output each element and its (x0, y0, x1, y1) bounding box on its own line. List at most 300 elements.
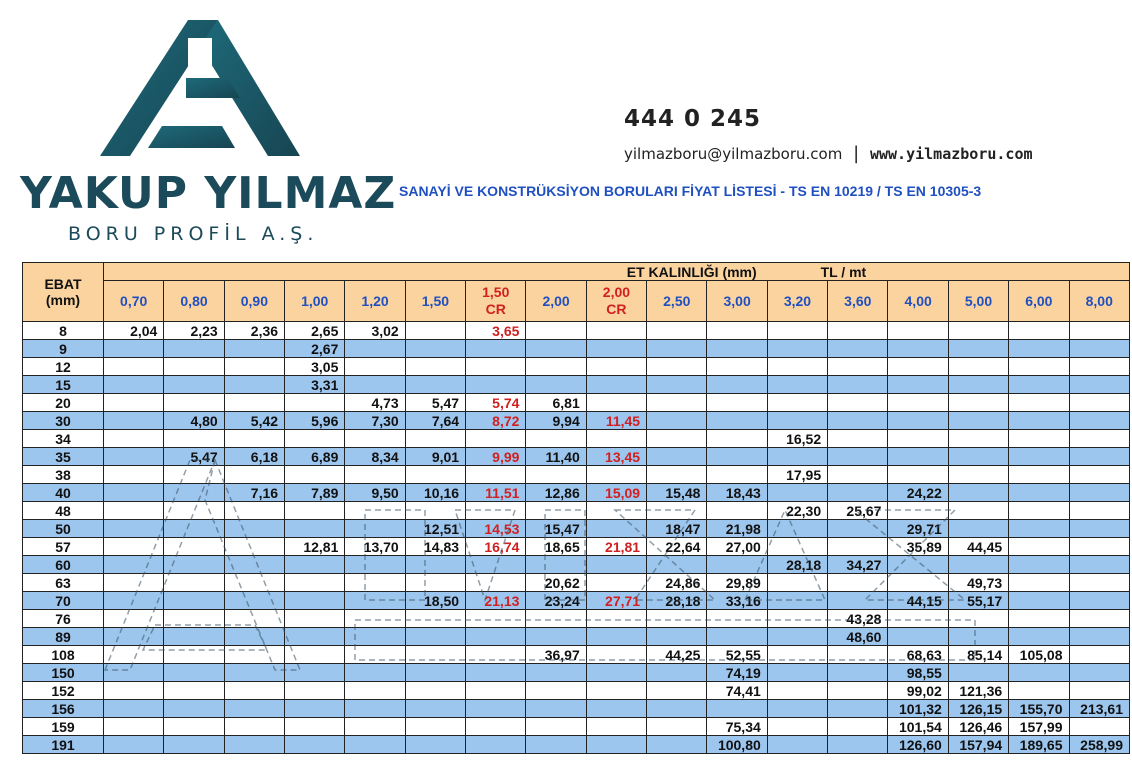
price-cell (224, 628, 284, 646)
price-cell (1069, 394, 1130, 412)
price-cell (1069, 646, 1130, 664)
table-row (23, 628, 1130, 646)
price-cell (948, 520, 1008, 538)
price-cell: 11,40 (526, 448, 586, 466)
price-cell (1069, 556, 1130, 574)
thickness-col-7 (526, 281, 586, 322)
ebat-cell: 50 (23, 520, 104, 538)
price-cell: 6,81 (526, 394, 586, 412)
contact-separator: | (853, 143, 860, 164)
price-cell (285, 646, 345, 664)
price-cell (164, 556, 224, 574)
price-cell: 15,09 (586, 484, 646, 502)
price-cell (586, 322, 646, 340)
price-cell (466, 646, 526, 664)
price-cell: 20,62 (526, 574, 586, 592)
price-list-title: SANAYİ VE KONSTRÜKSİYON BORULARI FİYAT LİSTESİ - TS EN 10219 / TS EN 10305-3 (399, 183, 982, 199)
price-cell (285, 682, 345, 700)
price-cell: 33,16 (707, 592, 767, 610)
price-cell (285, 610, 345, 628)
price-cell (1009, 574, 1069, 592)
ebat-cell: 40 (23, 484, 104, 502)
price-cell (948, 484, 1008, 502)
price-cell (285, 394, 345, 412)
price-cell (948, 664, 1008, 682)
price-cell: 14,83 (405, 538, 465, 556)
price-cell (1009, 592, 1069, 610)
price-cell (767, 412, 827, 430)
price-cell (104, 682, 164, 700)
price-cell (466, 682, 526, 700)
price-cell: 3,31 (285, 376, 345, 394)
price-cell (466, 358, 526, 376)
ebat-cell: 70 (23, 592, 104, 610)
price-cell (345, 340, 405, 358)
thickness-col-11 (767, 281, 827, 322)
price-cell: 258,99 (1069, 736, 1130, 754)
price-cell: 121,36 (948, 682, 1008, 700)
price-cell (466, 610, 526, 628)
price-cell (586, 682, 646, 700)
price-cell (285, 466, 345, 484)
price-cell (586, 736, 646, 754)
thickness-col-12 (828, 281, 888, 322)
thickness-cr-tag: CR (485, 301, 506, 317)
price-cell: 4,73 (345, 394, 405, 412)
price-cell: 3,65 (466, 322, 526, 340)
table-row (23, 358, 1130, 376)
ebat-cell: 38 (23, 466, 104, 484)
thickness-value: 0,70 (120, 292, 148, 309)
price-cell (647, 664, 707, 682)
table-row (23, 412, 1130, 430)
thickness-value: 4,00 (904, 292, 932, 309)
price-cell (828, 484, 888, 502)
price-cell (1069, 538, 1130, 556)
price-cell (888, 610, 948, 628)
price-cell: 43,28 (828, 610, 888, 628)
price-cell (828, 340, 888, 358)
price-cell (405, 376, 465, 394)
price-cell (586, 718, 646, 736)
price-cell (1009, 520, 1069, 538)
price-cell (164, 682, 224, 700)
phone-number[interactable]: 444 0 245 (624, 106, 762, 132)
price-cell (948, 376, 1008, 394)
price-cell: 25,67 (828, 502, 888, 520)
price-cell (828, 394, 888, 412)
price-cell (1009, 340, 1069, 358)
price-cell (405, 574, 465, 592)
thickness-value: 1,00 (301, 292, 329, 309)
price-cell (586, 646, 646, 664)
price-cell (586, 340, 646, 358)
price-cell: 49,73 (948, 574, 1008, 592)
price-cell (888, 358, 948, 376)
thickness-value: 0,90 (240, 292, 268, 309)
price-cell (647, 430, 707, 448)
price-cell (285, 628, 345, 646)
price-cell (164, 484, 224, 502)
price-cell (1009, 448, 1069, 466)
price-cell (104, 538, 164, 556)
price-cell (466, 556, 526, 574)
price-cell (647, 340, 707, 358)
price-cell (1009, 610, 1069, 628)
price-cell (104, 736, 164, 754)
price-cell: 44,25 (647, 646, 707, 664)
price-cell (586, 430, 646, 448)
ebat-cell: 191 (23, 736, 104, 754)
price-cell (828, 358, 888, 376)
price-cell (647, 412, 707, 430)
thickness-value: 2,50 (663, 292, 691, 309)
price-cell: 48,60 (828, 628, 888, 646)
ebat-cell: 60 (23, 556, 104, 574)
price-cell (285, 700, 345, 718)
price-cell (647, 502, 707, 520)
price-cell (405, 610, 465, 628)
price-cell (828, 736, 888, 754)
unit-label: TL / mt (820, 263, 867, 280)
price-cell (1069, 502, 1130, 520)
price-cell: 13,70 (345, 538, 405, 556)
table-row (23, 538, 1130, 556)
price-cell (405, 664, 465, 682)
price-cell (224, 664, 284, 682)
price-cell: 35,89 (888, 538, 948, 556)
price-cell (405, 430, 465, 448)
price-cell (1009, 466, 1069, 484)
price-cell (948, 412, 1008, 430)
price-table (22, 262, 1130, 754)
price-cell (767, 340, 827, 358)
price-cell (707, 502, 767, 520)
price-cell (828, 646, 888, 664)
price-cell (164, 628, 224, 646)
price-cell (767, 484, 827, 502)
price-cell (948, 430, 1008, 448)
thickness-value: 1,50 (421, 292, 450, 309)
thickness-col-10 (707, 281, 767, 322)
price-cell (345, 736, 405, 754)
price-cell (767, 718, 827, 736)
price-cell (104, 520, 164, 538)
price-cell (345, 376, 405, 394)
price-cell (1009, 376, 1069, 394)
thickness-value: 8,00 (1085, 292, 1113, 309)
price-cell (224, 502, 284, 520)
price-cell (526, 664, 586, 682)
price-cell (466, 340, 526, 358)
price-cell (707, 466, 767, 484)
price-cell (1069, 610, 1130, 628)
price-cell (526, 322, 586, 340)
ebat-header-label: EBAT (44, 276, 82, 292)
price-cell: 55,17 (948, 592, 1008, 610)
price-cell (224, 736, 284, 754)
price-cell (948, 358, 1008, 376)
price-cell (1009, 628, 1069, 646)
price-cell (526, 718, 586, 736)
price-cell: 213,61 (1069, 700, 1130, 718)
price-cell: 157,94 (948, 736, 1008, 754)
price-cell: 16,74 (466, 538, 526, 556)
price-cell (1069, 376, 1130, 394)
thickness-value: 2,00 (542, 292, 570, 309)
price-cell (1069, 664, 1130, 682)
price-cell (466, 664, 526, 682)
price-cell: 27,71 (586, 592, 646, 610)
price-cell: 6,18 (224, 448, 284, 466)
price-cell (1009, 412, 1069, 430)
table-row (23, 484, 1130, 502)
price-cell (405, 736, 465, 754)
table-row (23, 556, 1130, 574)
price-cell: 9,50 (345, 484, 405, 502)
thickness-col-5 (405, 281, 465, 322)
price-cell (285, 520, 345, 538)
price-cell (767, 358, 827, 376)
price-cell (767, 646, 827, 664)
price-cell (345, 358, 405, 376)
price-cell (707, 610, 767, 628)
price-cell (466, 502, 526, 520)
price-cell (526, 466, 586, 484)
ebat-header-unit: (mm) (45, 292, 81, 308)
price-cell (707, 448, 767, 466)
price-cell (888, 502, 948, 520)
price-cell (828, 574, 888, 592)
price-cell (224, 358, 284, 376)
price-cell (104, 646, 164, 664)
table-row (23, 340, 1130, 358)
email-link[interactable]: yilmazboru@yilmazboru.com (624, 145, 843, 163)
price-cell: 5,47 (405, 394, 465, 412)
price-cell (586, 394, 646, 412)
price-cell (345, 592, 405, 610)
price-cell (828, 322, 888, 340)
price-cell (405, 358, 465, 376)
price-cell (707, 376, 767, 394)
thickness-col-14 (948, 281, 1008, 322)
price-cell (767, 700, 827, 718)
price-cell: 2,04 (104, 322, 164, 340)
table-row (23, 322, 1130, 340)
price-cell (526, 430, 586, 448)
price-cell (164, 394, 224, 412)
table-row (23, 646, 1130, 664)
table-row (23, 466, 1130, 484)
price-cell: 21,81 (586, 538, 646, 556)
thickness-col-0 (104, 281, 164, 322)
ebat-cell: 12 (23, 358, 104, 376)
price-cell (828, 718, 888, 736)
price-cell (586, 610, 646, 628)
price-cell: 12,81 (285, 538, 345, 556)
table-row (23, 502, 1130, 520)
price-cell (224, 376, 284, 394)
price-cell: 27,00 (707, 538, 767, 556)
price-cell: 7,64 (405, 412, 465, 430)
price-cell (466, 466, 526, 484)
price-cell (948, 394, 1008, 412)
price-cell (767, 592, 827, 610)
ebat-cell: 48 (23, 502, 104, 520)
price-cell: 18,43 (707, 484, 767, 502)
price-cell (405, 340, 465, 358)
price-cell (345, 682, 405, 700)
price-cell (948, 322, 1008, 340)
price-cell (164, 646, 224, 664)
price-cell (285, 574, 345, 592)
price-cell (707, 412, 767, 430)
thickness-col-16 (1069, 281, 1130, 322)
price-cell (466, 628, 526, 646)
price-cell (224, 430, 284, 448)
thickness-value: 6,00 (1025, 292, 1053, 309)
price-cell (647, 610, 707, 628)
price-cell (707, 430, 767, 448)
thickness-value: 3,20 (783, 292, 812, 309)
price-cell (828, 430, 888, 448)
ebat-cell: 34 (23, 430, 104, 448)
price-cell (647, 718, 707, 736)
price-cell: 5,74 (466, 394, 526, 412)
price-cell (526, 682, 586, 700)
price-cell (647, 358, 707, 376)
price-cell (466, 574, 526, 592)
price-cell (647, 700, 707, 718)
price-cell (224, 556, 284, 574)
price-cell (345, 502, 405, 520)
thickness-col-15 (1009, 281, 1069, 322)
price-cell (104, 574, 164, 592)
price-cell (164, 718, 224, 736)
price-cell (164, 574, 224, 592)
price-cell (948, 340, 1008, 358)
price-cell (526, 502, 586, 520)
thickness-value: 1,50 (482, 284, 510, 300)
table-row (23, 394, 1130, 412)
price-cell: 28,18 (767, 556, 827, 574)
price-cell: 5,47 (164, 448, 224, 466)
price-cell (285, 556, 345, 574)
price-cell: 74,19 (707, 664, 767, 682)
ebat-header (23, 263, 104, 322)
price-cell (164, 466, 224, 484)
price-cell (405, 556, 465, 574)
thickness-value: 3,60 (844, 292, 872, 309)
thickness-col-8 (586, 281, 646, 322)
table-row (23, 520, 1130, 538)
price-cell (224, 520, 284, 538)
price-cell (285, 664, 345, 682)
price-cell (1009, 664, 1069, 682)
price-cell (586, 358, 646, 376)
price-cell (828, 700, 888, 718)
price-cell (767, 520, 827, 538)
price-cell: 28,18 (647, 592, 707, 610)
price-cell: 12,51 (405, 520, 465, 538)
price-cell (164, 430, 224, 448)
thickness-col-9 (647, 281, 707, 322)
table-row (23, 376, 1130, 394)
price-cell (345, 466, 405, 484)
ebat-cell: 20 (23, 394, 104, 412)
price-cell: 34,27 (828, 556, 888, 574)
table-row (23, 664, 1130, 682)
thickness-col-4 (345, 281, 405, 322)
price-cell: 126,60 (888, 736, 948, 754)
price-cell: 22,64 (647, 538, 707, 556)
price-cell (466, 430, 526, 448)
price-cell: 9,99 (466, 448, 526, 466)
price-cell (1069, 682, 1130, 700)
price-cell: 2,23 (164, 322, 224, 340)
price-cell: 7,89 (285, 484, 345, 502)
price-cell (948, 448, 1008, 466)
price-cell (888, 628, 948, 646)
website-link[interactable]: www.yilmazboru.com (869, 145, 1033, 163)
ebat-cell: 76 (23, 610, 104, 628)
price-cell (888, 448, 948, 466)
price-cell (828, 412, 888, 430)
price-cell (586, 664, 646, 682)
ebat-cell: 57 (23, 538, 104, 556)
price-cell (405, 502, 465, 520)
price-cell (586, 556, 646, 574)
price-cell (104, 376, 164, 394)
price-cell (104, 412, 164, 430)
price-cell (1009, 556, 1069, 574)
price-cell (285, 502, 345, 520)
price-cell (888, 376, 948, 394)
price-cell (164, 592, 224, 610)
price-cell (466, 718, 526, 736)
price-cell (707, 394, 767, 412)
price-cell (526, 628, 586, 646)
price-cell (888, 340, 948, 358)
price-cell (828, 682, 888, 700)
price-cell: 23,24 (526, 592, 586, 610)
price-cell: 9,94 (526, 412, 586, 430)
price-cell (405, 700, 465, 718)
price-cell (466, 700, 526, 718)
price-cell (345, 520, 405, 538)
price-cell (1009, 358, 1069, 376)
price-cell (767, 628, 827, 646)
price-cell: 52,55 (707, 646, 767, 664)
price-cell (647, 466, 707, 484)
table-row (23, 430, 1130, 448)
price-cell (828, 538, 888, 556)
price-cell: 155,70 (1009, 700, 1069, 718)
table-row (23, 718, 1130, 736)
price-cell (164, 538, 224, 556)
price-cell (1069, 520, 1130, 538)
price-cell (888, 322, 948, 340)
price-cell (104, 430, 164, 448)
thickness-cr-tag: CR (606, 301, 627, 317)
ebat-cell: 150 (23, 664, 104, 682)
price-cell (1069, 448, 1130, 466)
price-cell (285, 736, 345, 754)
price-cell (948, 502, 1008, 520)
price-cell (828, 376, 888, 394)
price-cell: 85,14 (948, 646, 1008, 664)
table-row (23, 448, 1130, 466)
